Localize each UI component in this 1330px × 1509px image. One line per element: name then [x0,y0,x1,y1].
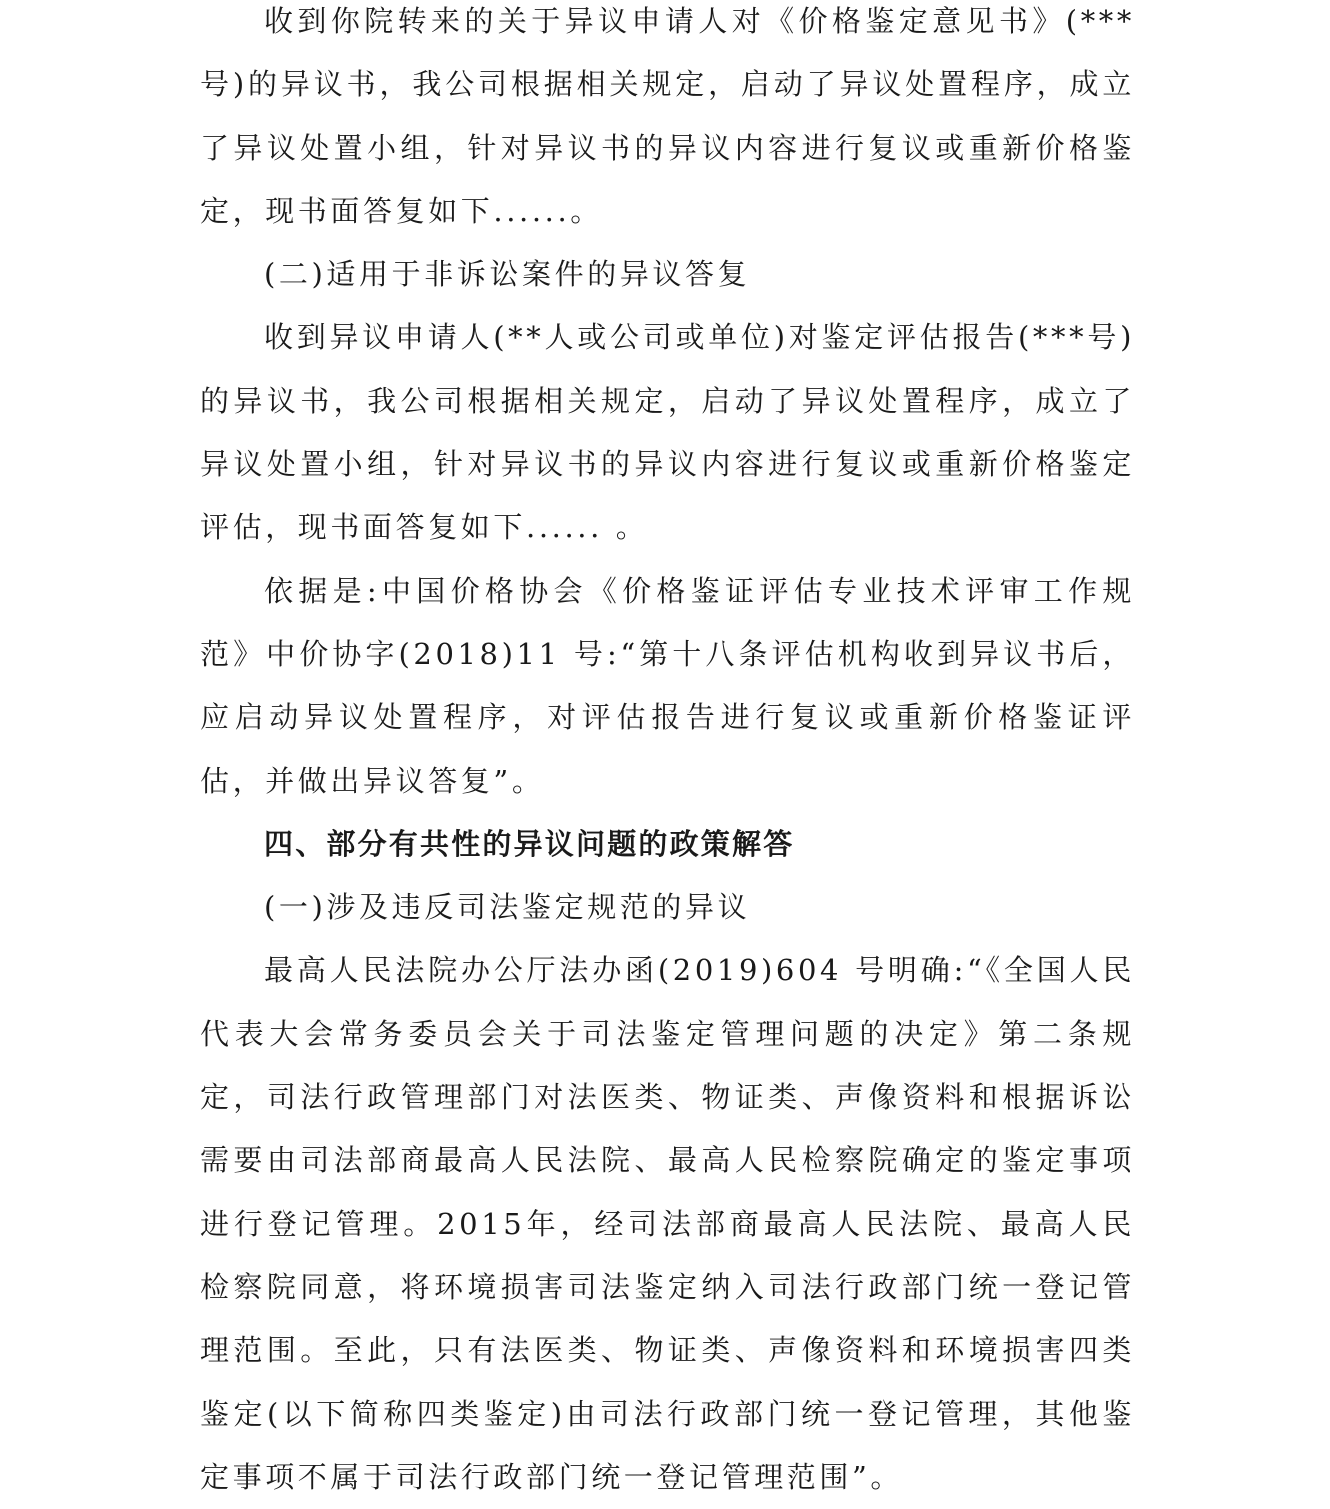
subheading-non-litigation-reply: (二)适用于非诉讼案件的异议答复 [264,257,751,292]
paragraph-objection-reply-applicant: 收到异议申请人(**人或公司或单位)对鉴定评估报告(***号)的异议书，我公司根据相关规定，启动了异议处置程序，成立了异议处置小组，针对异议书的异议内容进行复议或重新价格鉴定评估，现书面答复如下...... 。 [200,320,1135,545]
section-heading-policy-answers: 四、部分有共性的异议问题的政策解答 [264,826,795,861]
paragraph-legal-basis: 依据是:中国价格协会《价格鉴证评估专业技术评审工作规范》中价协字(2018)11 号:“第十八条评估机构收到异议书后，应启动异议处置程序，对评估报告进行复议或重新价格鉴证评估，并做出异议答复”。 [200,573,1135,798]
paragraph-objection-reply-court: 收到你院转来的关于异议申请人对《价格鉴定意见书》(***号)的异议书，我公司根据相关规定，启动了异议处置程序，成立了异议处置小组，针对异议书的异议内容进行复议或重新价格鉴定，现书面答复如下......。 [200,4,1135,228]
document-body [200,0,1135,1509]
subheading-judicial-appraisal-norms: (一)涉及违反司法鉴定规范的异议 [264,890,751,925]
paragraph-supreme-court-letter: 最高人民法院办公厅法办函(2019)604 号明确:“《全国人民代表大会常务委员会关于司法鉴定管理问题的决定》第二条规定，司法行政管理部门对法医类、物证类、声像资料和根据诉讼需要由司法部商最高人民法院、最高人民检察院确定的鉴定事项进行登记管理。2015年，经司法部商最高人民法院、最高人民检察院同意，将环境损害司法鉴定纳入司法行政部门统一登记管理范围。至此，只有法医类、物证类、声像资料和环境损害四类鉴定(以下简称四类鉴定)由司法行政部门统一登记管理，其他鉴定事项不属于司法行政部门统一登记管理范围”。 [200,953,1135,1494]
